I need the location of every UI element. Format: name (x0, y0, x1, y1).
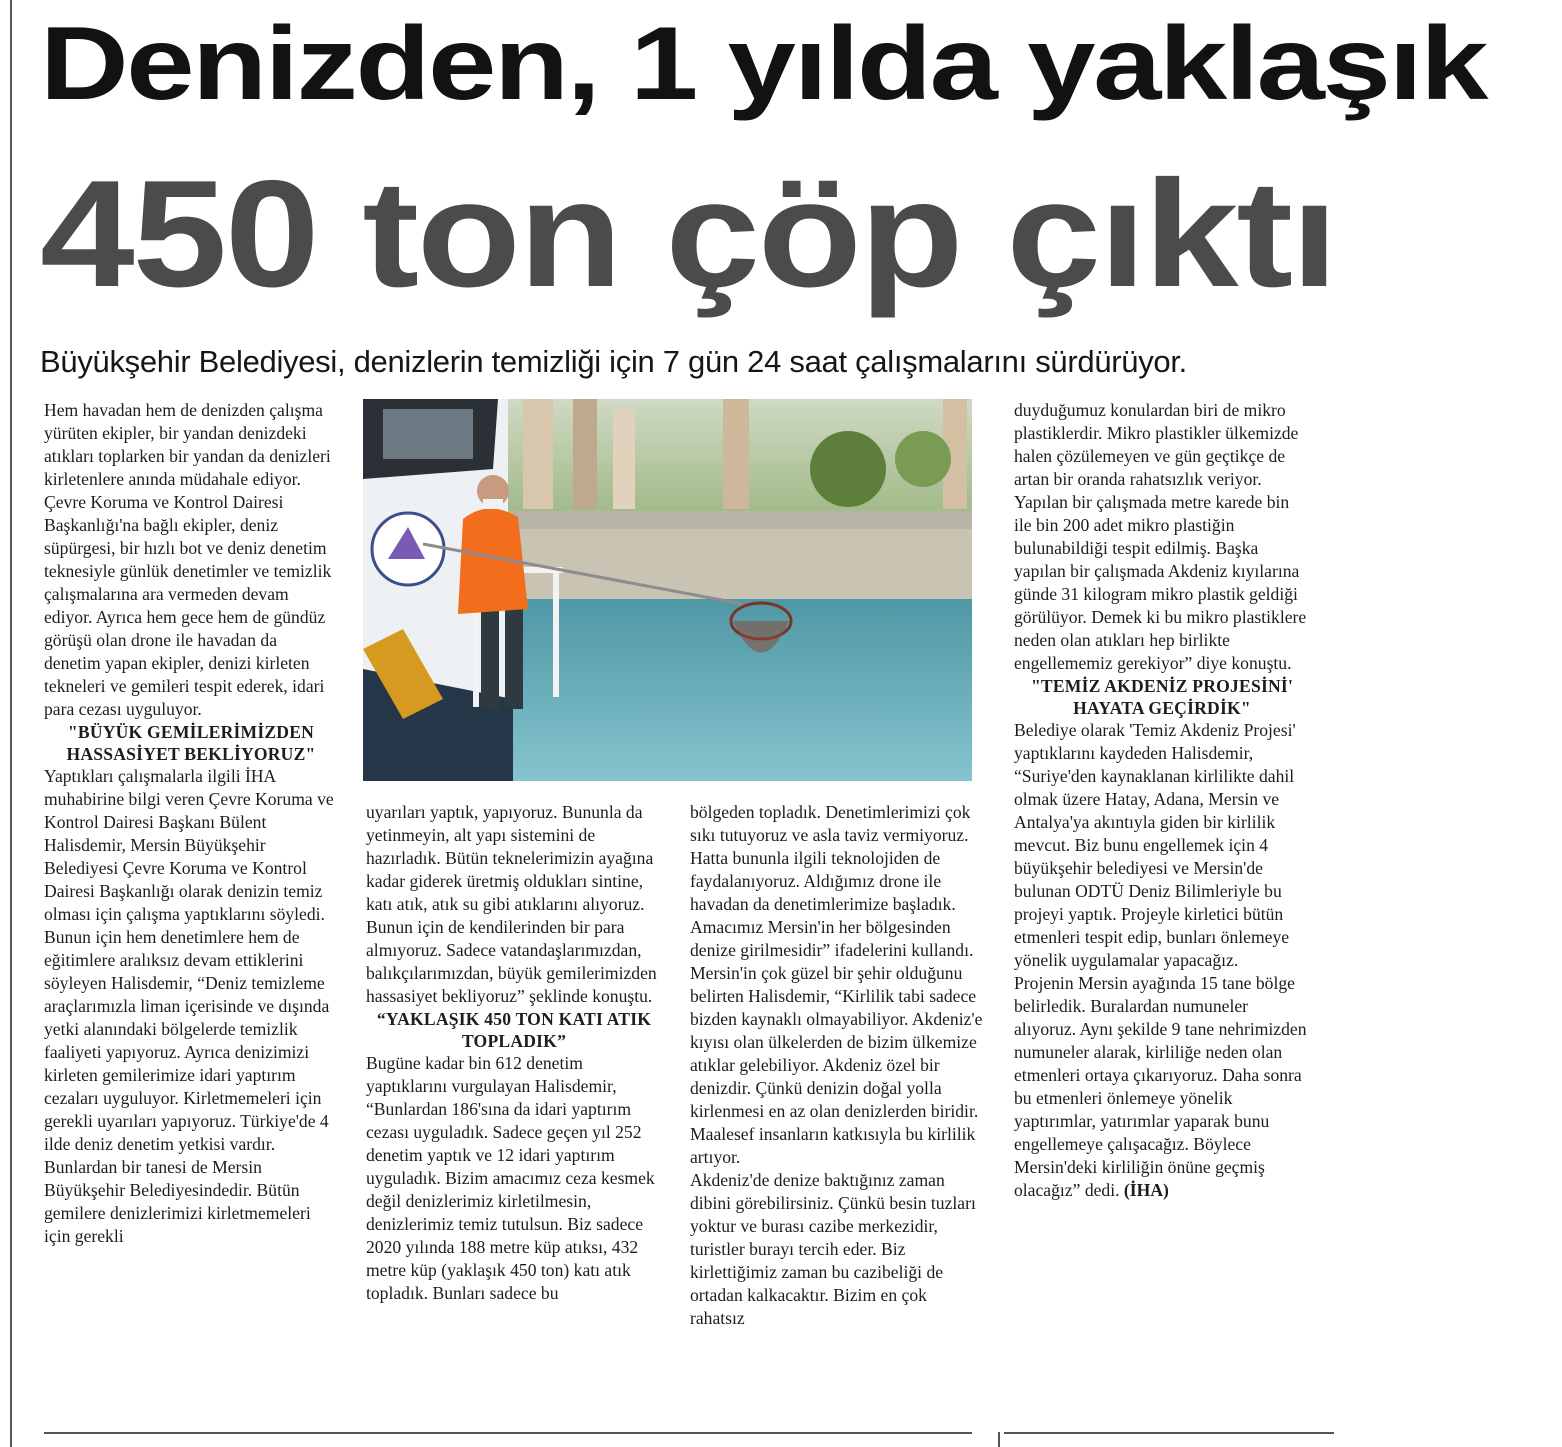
bottom-rule (44, 1432, 972, 1434)
headline-line-1: Denizden, 1 yılda yaklaşık (40, 6, 1487, 122)
news-agency-credit: (İHA) (1123, 1180, 1169, 1200)
paragraph: Hem havadan hem de denizden çalışma yürüten ekipler, bir yandan denizdeki atıkları toplarken bir yandan da denizleri kirletenlere anında müdahale ediyor. Çevre Koruma ve Kontrol Dairesi Başkanlığı'na bağlı ekipler, deniz süpürgesi, bir hızlı bot ve deniz denetim teknesiyle günlük denetimler ve temizlik çalışmalarına ara vermeden devam ediyor. Ayrıca hem gece hem de gündüz görüşü olan drone ile havadan da denetim yapan ekipler, denizi kirleten tekneleri ve gemileri tespit ederek, idari para cezası uyguluyor. (44, 400, 332, 719)
article-column-4 (1014, 399, 1310, 1202)
subheadline: Büyükşehir Belediyesi, denizlerin temizliği için 7 gün 24 saat çalışmalarını sürdürüyor. (40, 344, 1187, 379)
paragraph: Akdeniz'de denize baktığınız zaman dibini görebilirsiniz. Çünkü besin tuzları yoktur ve burası cazibe merkezidir, turistler burayı tercih eder. Biz kirlettiğimiz zaman bu cazibeliği de ortadan kalkacaktır. Bizim en çok rahatsız (690, 1170, 976, 1328)
paragraph: Bugüne kadar bin 612 denetim yaptıklarını vurgulayan Halisdemir, “Bunlardan 186'sına da idari yaptırım cezası uyguladık. Sadece geçen yıl 252 denetim yaptık ve 12 idari yaptırım uyguladık. Bizim amacımız ceza kesmek değil denizlerimiz kirletilmesin, denizlerimiz temiz tutulsun. Biz sadece 2020 yılında 188 metre küp atıksı, 432 metre küp (yaklaşık 450 ton) katı atık topladık. Bunları sadece bu (366, 1053, 655, 1303)
article-column-1 (44, 399, 338, 1248)
paragraph: duyduğumuz konulardan biri de mikro plastiklerdir. Mikro plastikler ülkemizde halen çözülemeyen ve gün geçtikçe de artan bir oranda rahatsızlık veriyor. Yapılan bir çalışmada metre karede bin ile bin 200 adet mikro plastiğin bulunabildiği tespit edilmiş. Başka yapılan bir çalışmada Akdeniz kıyılarına günde 31 kilogram mikro plastik geldiği görülüyor. Demek ki bu mikro plastiklere neden olan atıkları hep birlikte engellememiz gerekiyor” diye konuştu. (1014, 400, 1307, 673)
article-column-3 (690, 801, 986, 1330)
paragraph: Yaptıkları çalışmalarla ilgili İHA muhabirine bilgi veren Çevre Koruma ve Kontrol Dairesi Başkanı Bülent Halisdemir, Mersin Büyükşehir Belediyesi Çevre Koruma ve Kontrol Dairesi Başkanlığı olarak denizin temiz olması için çalışma yaptıklarını söyledi. Bunun için hem denetimlere hem de eğitimlere aralıksız devam ettiklerini söyleyen Halisdemir, “Deniz temizleme araçlarımızla liman içerisinde ve dışında yetki alanındaki bölgelerde temizlik faaliyeti yapıyoruz. Ayrıca denizimizi kirleten gemilerimize idari yaptırım cezaları uyguluyor. Kirletmemeleri için gerekli uyarıları yapıyoruz. Türkiye'de 4 ilde deniz denetim yetkisi vardır. Bunlardan bir tanesi de Mersin Büyükşehir Belediyesindedir. Bütün gemilere denizlerimizi kirletmemeleri için gerekli (44, 766, 334, 1246)
news-photo (363, 399, 972, 781)
section-heading: "TEMİZ AKDENİZ PROJESİNİ' HAYATA GEÇİRDİK" (1030, 676, 1294, 718)
paragraph: bölgeden topladık. Denetimlerimizi çok sıkı tutuyoruz ve asla taviz vermiyoruz. Hatta bununla ilgili teknolojiden de faydalanıyoruz. Aldığımız drone ile havadan da denetimlerimize başladık. Amacımız Mersin'in her bölgesinden denize girilmesidir” ifadelerini kullandı. Mersin'in çok güzel bir şehir olduğunu belirten Halisdemir, “Kirlilik tabi sadece bizden kaynaklı olmayabiliyor. Akdeniz'e kıyısı olan ülkelerden de bizim ülkemize atıklar gelebiliyor. Akdeniz özel bir denizdir. Çünkü denizin doğal yolla kirlenmesi en az olan denizlerden biridir. Maalesef insanların katkısıyla bu kirlilik artıyor. (690, 802, 983, 1167)
section-heading: "BÜYÜK GEMİLERİMİZDEN HASSASİYET BEKLİYORUZ" (66, 722, 316, 764)
paragraph: uyarıları yaptık, yapıyoruz. Bununla da yetinmeyin, alt yapı sistemini de hazırladık. Bütün teknelerimizin ayağına kadar giderek üretmiş oldukları sintine, katı atık, atık su gibi atıklarını alıyoruz. Bunun için de kendilerinden bir para almıyoruz. Sadece vatandaşlarımızdan, balıkçılarımızdan, büyük gemilerimizden hassasiyet bekliyoruz” şeklinde konuştu. (366, 802, 657, 1006)
paragraph-text: Projenin Mersin ayağında 15 tane bölge belirledik. Buralardan numuneler alıyoruz. Aynı şekilde 9 tane nehrimizden numuneler alarak, kirliliğe neden olan etmenleri ortaya çıkarıyoruz. Daha sonra bu etmenleri önlemeye yönelik yaptırımlar, yatırımlar yaparak bunu engellemeye çalışacağız. Böylece Mersin'deki kirliliğin önüne geçmiş olacağız” dedi. (1014, 973, 1307, 1200)
paragraph: Belediye olarak 'Temiz Akdeniz Projesi' yaptıklarını kaydeden Halisdemir, “Suriye'den kaynaklanan kirlilikte dahil olmak üzere Hatay, Adana, Mersin ve Antalya'ya akıntıyla giden bir kirlilik mevcut. Biz bunu engellemek için 4 büyükşehir belediyesi ve Mersin'de bulunan ODTÜ Deniz Bilimleriyle bu projeyi yaptık. Projeyle kirletici bütün etmenleri tespit edip, bunları önlemeye yönelik uygulamalar yapacağız. (1014, 720, 1296, 970)
article-column-2 (366, 801, 662, 1305)
headline-line-2: 450 ton çöp çıktı (40, 149, 1336, 319)
bottom-rule-tick (998, 1432, 1000, 1447)
paragraph (1014, 972, 1310, 1202)
section-heading: “YAKLAŞIK 450 TON KATI ATIK TOPLADIK” (376, 1009, 652, 1051)
left-column-rule (10, 0, 12, 1447)
bottom-rule (1004, 1432, 1334, 1434)
